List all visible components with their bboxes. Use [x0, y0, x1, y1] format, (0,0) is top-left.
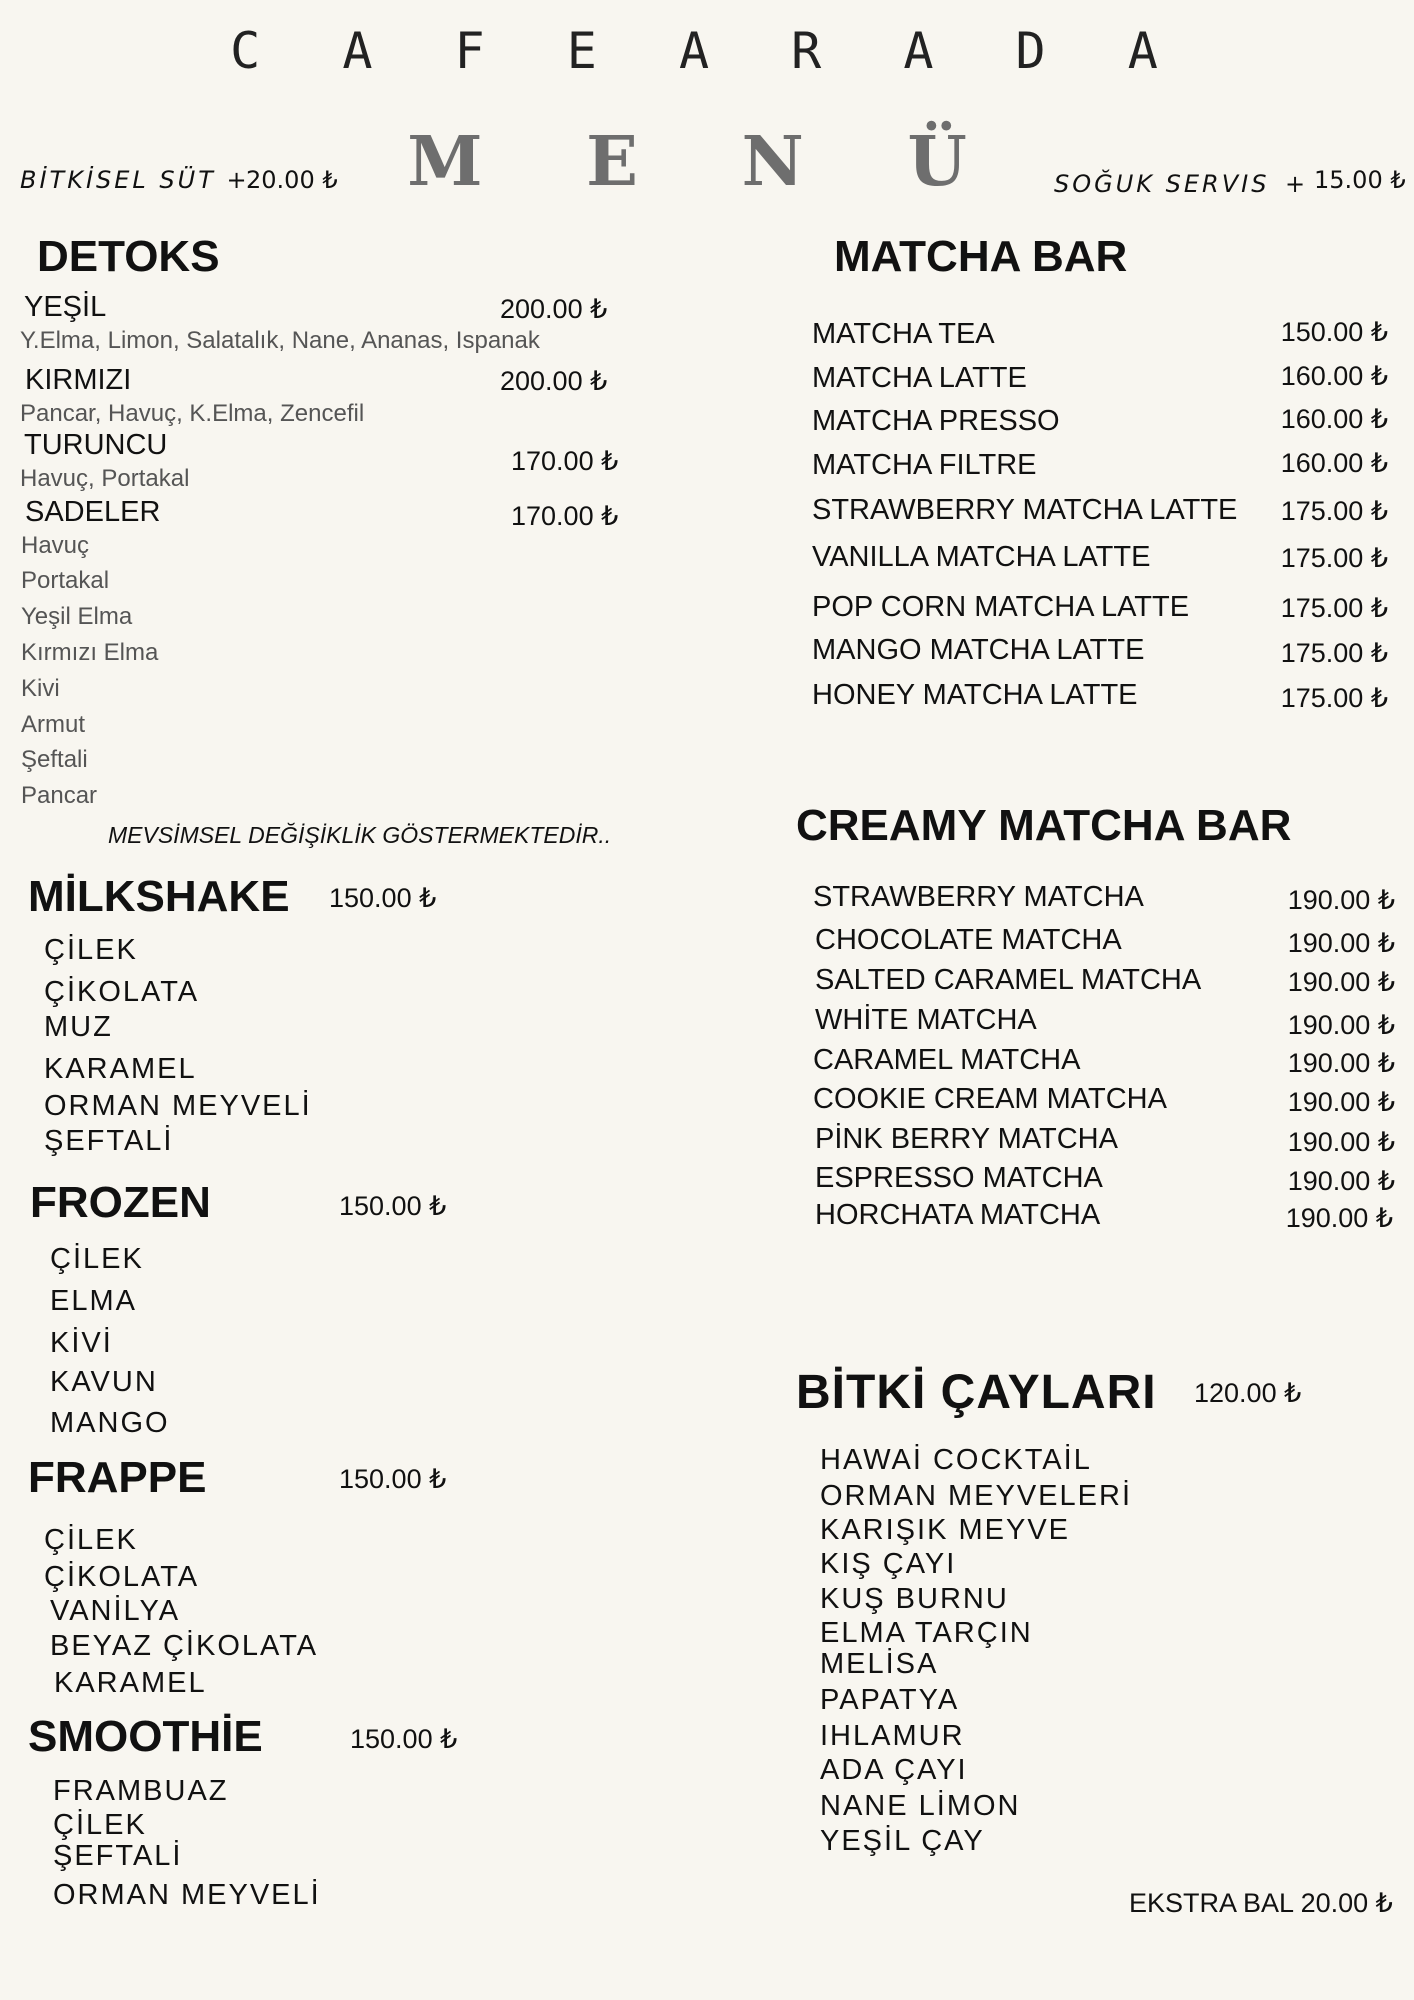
matcha-item-name: VANILLA MATCHA LATTE: [812, 541, 1151, 573]
cold-service-plus: +: [1285, 170, 1306, 198]
creamy-item-price: 190.00 ₺: [1285, 1203, 1393, 1233]
matcha-item-price: 175.00 ₺: [1280, 638, 1388, 668]
frozen-item: ÇİLEK: [50, 1243, 144, 1275]
matcha-item-name: MATCHA LATTE: [812, 362, 1027, 394]
frozen-item: MANGO: [50, 1407, 170, 1439]
frappe-item: ÇİLEK: [44, 1524, 138, 1556]
frappe-heading: FRAPPE: [28, 1453, 207, 1502]
milkshake-item: KARAMEL: [44, 1053, 197, 1085]
milkshake-item: ÇİKOLATA: [44, 976, 200, 1008]
matcha-item-name: POP CORN MATCHA LATTE: [812, 591, 1190, 623]
smoothie-heading: SMOOTHİE: [28, 1712, 263, 1761]
creamy-item-name: STRAWBERRY MATCHA: [813, 881, 1144, 913]
matcha-item-name: MANGO MATCHA LATTE: [812, 634, 1145, 666]
detoks-item-name: TURUNCU: [24, 429, 168, 461]
herbal-tea-item: KARIŞIK MEYVE: [820, 1514, 1071, 1546]
milkshake-price: 150.00 ₺: [329, 883, 437, 913]
matcha-item-price: 175.00 ₺: [1280, 683, 1388, 713]
frozen-price: 150.00 ₺: [339, 1191, 447, 1221]
matcha-item-price: 160.00 ₺: [1280, 448, 1388, 478]
milkshake-item: MUZ: [44, 1011, 113, 1043]
matcha-item-name: MATCHA FILTRE: [812, 449, 1037, 481]
frappe-item: VANİLYA: [50, 1595, 181, 1627]
creamy-item-name: HORCHATA MATCHA: [815, 1199, 1101, 1231]
creamy-item-name: CARAMEL MATCHA: [813, 1044, 1081, 1076]
milkshake-heading: MİLKSHAKE: [28, 872, 290, 921]
cold-service-price: 15.00 ₺: [1314, 166, 1406, 194]
milkshake-item: ŞEFTALİ: [44, 1125, 174, 1157]
frozen-item: ELMA: [50, 1285, 137, 1317]
matcha-item-price: 160.00 ₺: [1280, 361, 1388, 391]
cold-service-note: SOĞUK SERVIS: [1054, 170, 1270, 198]
creamy-item-price: 190.00 ₺: [1287, 1087, 1395, 1117]
detoks-item-desc: Y.Elma, Limon, Salatalık, Nane, Ananas, Ispanak: [20, 327, 540, 354]
creamy-item-price: 190.00 ₺: [1287, 1166, 1395, 1196]
matcha-item-price: 175.00 ₺: [1280, 543, 1388, 573]
detoks-item-price: 200.00 ₺: [500, 366, 608, 396]
matcha-bar-heading: MATCHA BAR: [834, 232, 1128, 281]
sadeler-item: Portakal: [21, 567, 110, 594]
creamy-item-name: WHİTE MATCHA: [815, 1004, 1037, 1036]
detoks-item-name: SADELER: [25, 496, 161, 528]
detoks-item-price: 200.00 ₺: [500, 294, 608, 324]
seasonal-note: MEVSİMSEL DEĞİŞİKLİK GÖSTERMEKTEDİR..: [108, 822, 612, 848]
milkshake-item: ORMAN MEYVELİ: [44, 1090, 312, 1122]
herbal-tea-item: MELİSA: [820, 1648, 939, 1680]
creamy-item-name: ESPRESSO MATCHA: [815, 1162, 1103, 1194]
cafe-brand: C A F E A R A D A: [230, 22, 1184, 80]
smoothie-item: ŞEFTALİ: [53, 1840, 183, 1872]
matcha-item-name: STRAWBERRY MATCHA LATTE: [812, 494, 1238, 526]
detoks-item-name: KIRMIZI: [25, 364, 132, 396]
frozen-heading: FROZEN: [30, 1178, 211, 1227]
herbal-tea-item: ELMA TARÇIN: [820, 1617, 1033, 1649]
herbal-tea-item: ORMAN MEYVELERİ: [820, 1480, 1132, 1512]
frappe-item: ÇİKOLATA: [44, 1561, 200, 1593]
creamy-item-name: COOKIE CREAM MATCHA: [813, 1083, 1167, 1115]
herbal-tea-item: KIŞ ÇAYI: [820, 1548, 957, 1580]
detoks-heading: DETOKS: [37, 232, 220, 281]
plant-milk-note: BİTKİSEL SÜT +: [20, 166, 250, 194]
frappe-item: KARAMEL: [54, 1667, 207, 1699]
sadeler-item: Kivi: [21, 675, 60, 702]
matcha-item-name: HONEY MATCHA LATTE: [812, 679, 1138, 711]
sadeler-item: Şeftali: [21, 746, 88, 773]
sadeler-item: Yeşil Elma: [21, 603, 133, 630]
sadeler-item: Pancar: [21, 782, 98, 809]
frozen-item: KAVUN: [50, 1366, 158, 1398]
creamy-item-price: 190.00 ₺: [1287, 885, 1395, 915]
milkshake-item: ÇİLEK: [44, 934, 138, 966]
creamy-item-price: 190.00 ₺: [1287, 967, 1395, 997]
herbal-tea-price: 120.00 ₺: [1194, 1378, 1302, 1408]
frozen-item: KİVİ: [50, 1327, 113, 1359]
plant-milk-price: 20.00 ₺: [246, 166, 338, 194]
matcha-item-name: MATCHA PRESSO: [812, 405, 1060, 437]
sadeler-item: Armut: [21, 711, 86, 738]
matcha-item-price: 160.00 ₺: [1280, 404, 1388, 434]
detoks-item-name: YEŞİL: [24, 291, 107, 323]
menu-title: M E N Ü: [407, 122, 1007, 202]
matcha-item-price: 175.00 ₺: [1280, 593, 1388, 623]
smoothie-item: FRAMBUAZ: [53, 1775, 229, 1807]
detoks-item-price: 170.00 ₺: [511, 446, 619, 476]
herbal-tea-item: IHLAMUR: [820, 1720, 965, 1752]
creamy-item-price: 190.00 ₺: [1287, 928, 1395, 958]
detoks-item-desc: Havuç, Portakal: [20, 465, 190, 492]
creamy-matcha-heading: CREAMY MATCHA BAR: [796, 801, 1292, 850]
herbal-tea-item: ADA ÇAYI: [820, 1754, 968, 1786]
extra-honey-note: EKSTRA BAL 20.00 ₺: [1129, 1888, 1393, 1918]
frappe-item: BEYAZ ÇİKOLATA: [50, 1630, 319, 1662]
herbal-tea-item: KUŞ BURNU: [820, 1583, 1009, 1615]
sadeler-item: Havuç: [21, 532, 90, 559]
creamy-item-name: PİNK BERRY MATCHA: [815, 1123, 1118, 1155]
frappe-price: 150.00 ₺: [339, 1464, 447, 1494]
herbal-tea-item: HAWAİ COCKTAİL: [820, 1444, 1092, 1476]
smoothie-price: 150.00 ₺: [350, 1724, 458, 1754]
creamy-item-price: 190.00 ₺: [1287, 1048, 1395, 1078]
creamy-item-name: SALTED CARAMEL MATCHA: [815, 964, 1202, 996]
herbal-tea-item: NANE LİMON: [820, 1790, 1021, 1822]
herbal-tea-heading: BİTKİ ÇAYLARI: [796, 1366, 1157, 1419]
matcha-item-price: 150.00 ₺: [1280, 317, 1388, 347]
creamy-item-price: 190.00 ₺: [1287, 1010, 1395, 1040]
matcha-item-price: 175.00 ₺: [1280, 496, 1388, 526]
detoks-item-price: 170.00 ₺: [511, 501, 619, 531]
herbal-tea-item: PAPATYA: [820, 1684, 960, 1716]
matcha-item-name: MATCHA TEA: [812, 318, 995, 350]
herbal-tea-item: YEŞİL ÇAY: [820, 1825, 985, 1857]
smoothie-item: ÇİLEK: [53, 1809, 147, 1841]
smoothie-item: ORMAN MEYVELİ: [53, 1879, 321, 1911]
detoks-item-desc: Pancar, Havuç, K.Elma, Zencefil: [20, 400, 365, 427]
sadeler-item: Kırmızı Elma: [21, 639, 159, 666]
creamy-item-price: 190.00 ₺: [1287, 1127, 1395, 1157]
creamy-item-name: CHOCOLATE MATCHA: [815, 924, 1122, 956]
